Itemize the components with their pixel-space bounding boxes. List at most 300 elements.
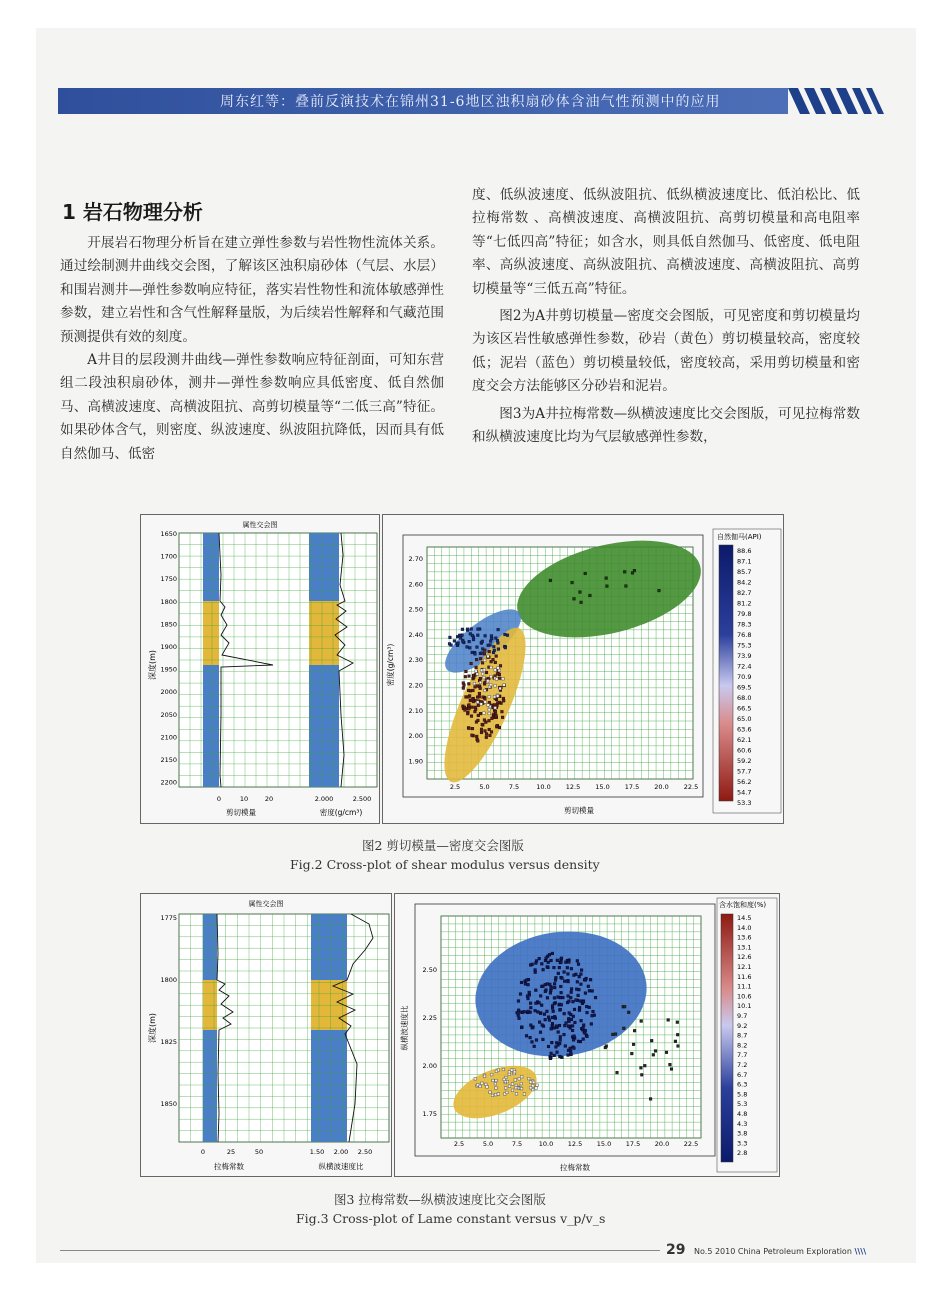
fig3-point — [535, 1039, 538, 1042]
fig3-point — [570, 991, 573, 994]
fig3-colorbar-label: 14.0 — [737, 923, 752, 932]
fig2-point — [476, 673, 479, 676]
fig3-point — [541, 1024, 544, 1027]
fig3-point — [580, 973, 583, 976]
fig3-point — [542, 1038, 545, 1041]
fig2-point — [623, 571, 626, 574]
fig3-point — [632, 1043, 635, 1046]
fig3-track2-label: 纵横波速度比 — [318, 1162, 364, 1171]
fig3-caption-en: Fig.3 Cross-plot of Lame constant versus v_p/v_s — [296, 1211, 606, 1226]
fig3-point — [524, 983, 527, 986]
fig3-point — [526, 995, 529, 998]
fig3-point — [560, 985, 563, 988]
fig3-point — [588, 1006, 591, 1009]
fig2-track1-tick: 20 — [264, 795, 274, 803]
fig2-point — [479, 681, 482, 684]
fig2-point — [488, 696, 491, 699]
fig3-point — [529, 1036, 532, 1039]
fig2-point — [485, 733, 488, 736]
fig2-ytick: 2.70 — [408, 555, 423, 563]
fig3-colorbar-label: 13.1 — [737, 943, 752, 952]
fig2-point — [571, 581, 574, 584]
fig2-point — [488, 701, 491, 704]
fig2-colorbar-label: 85.7 — [737, 568, 752, 576]
fig2-point — [470, 662, 473, 665]
fig2-depth-tick: 1900 — [160, 643, 177, 651]
fig2-depth-tick: 2150 — [160, 756, 177, 764]
fig3-point — [567, 1017, 570, 1020]
fig2-point — [658, 589, 661, 592]
fig3-point — [544, 959, 547, 962]
fig2-point — [631, 572, 634, 575]
fig3-xtick: 22.5 — [683, 1140, 699, 1148]
fig3-point — [514, 1079, 517, 1082]
fig3-xtick: 20.0 — [654, 1140, 670, 1148]
fig2-point — [484, 649, 487, 652]
fig2-point — [467, 689, 470, 692]
fig2-crossplot-svg — [383, 515, 783, 823]
fig3-point — [641, 1074, 644, 1077]
fig2-point — [479, 687, 482, 690]
left-paragraph-1: 开展岩石物理分析旨在建立弹性参数与岩性物性流体关系。通过绘制测井曲线交会图，了解该区浊积扇砂体（气层、水层）和围岩测井—弹性参数响应特征，落实岩性物性和流体敏感弹性参数，建立岩性和含气性解释量版，为后续岩性解释和气藏范围预测提供有效的刻度。 — [60, 235, 444, 345]
fig3-point — [542, 968, 545, 971]
fig3-point — [562, 996, 565, 999]
fig2-point — [488, 719, 491, 722]
fig2-point — [477, 719, 480, 722]
fig2-point — [490, 675, 493, 678]
fig3-point — [555, 1046, 558, 1049]
fig2-colorbar-label: 69.5 — [737, 683, 752, 692]
fig2-point — [479, 677, 482, 680]
fig3-point — [549, 983, 552, 986]
fig3-point — [551, 1005, 554, 1008]
fig3-point — [573, 1008, 576, 1011]
fig3-point — [556, 959, 559, 962]
fig2-xtick: 15.0 — [595, 783, 610, 791]
right-paragraph-2: 图2为A井剪切模量—密度交会图版，可见密度和剪切模量均为该区岩性敏感弹性参数，砂岩（黄色）剪切模量较高，密度较低；泥岩（蓝色）剪切模量较低，密度较高，采用剪切模量和密度交会方法能够区分砂岩和泥岩。 — [472, 308, 860, 395]
fig2-xtick: 7.5 — [508, 783, 520, 791]
fig2-point — [467, 696, 470, 699]
fig2-point — [490, 666, 493, 669]
fig3-point — [525, 979, 528, 982]
fig3-point — [553, 983, 556, 986]
fig3-point — [569, 1050, 572, 1053]
fig2-point — [494, 669, 497, 672]
fig2-colorbar-label: 76.8 — [737, 631, 752, 639]
fig3-point — [594, 996, 597, 999]
fig3-point — [539, 1031, 542, 1034]
fig3-crossplot-svg — [395, 894, 779, 1176]
fig2-colorbar-label: 54.7 — [737, 788, 752, 797]
fig2-point — [495, 678, 498, 681]
fig3-point — [670, 1068, 673, 1071]
fig3-point — [676, 1021, 679, 1024]
fig2-colorbar-label: 56.2 — [737, 778, 752, 786]
fig3-point — [652, 1054, 655, 1057]
fig3-xtick: 12.5 — [567, 1140, 583, 1148]
fig2-point — [469, 633, 472, 636]
fig3-point — [550, 1028, 553, 1031]
fig2-point — [476, 696, 479, 699]
fig3-colorbar-label: 8.7 — [737, 1031, 748, 1040]
fig2-point — [471, 651, 474, 654]
fig2-point — [625, 585, 628, 588]
fig2-point — [493, 696, 496, 699]
fig3-point — [627, 1011, 630, 1014]
fig2-point — [497, 667, 500, 670]
fig2-point — [487, 644, 490, 647]
fig3-point — [676, 1033, 679, 1036]
fig3-point — [486, 1086, 489, 1089]
fig3-point — [558, 1042, 561, 1045]
fig3-point — [474, 1078, 477, 1081]
fig3-point — [527, 1077, 530, 1080]
fig2-point — [481, 723, 484, 726]
fig3-point — [571, 1029, 574, 1032]
fig2-depth-tick: 2100 — [160, 733, 177, 742]
fig3-colorbar-title: 含水饱和度(%) — [719, 901, 767, 909]
fig2-point — [496, 673, 499, 676]
fig3-point — [532, 1081, 535, 1084]
fig2-xtick: 10.0 — [536, 783, 551, 791]
fig3-point — [567, 1054, 570, 1057]
fig3-point — [502, 1068, 505, 1071]
fig2-point — [464, 675, 467, 678]
fig3-point — [544, 990, 547, 993]
fig3-point — [616, 1071, 619, 1074]
fig3-point — [485, 1083, 488, 1086]
fig2-point — [489, 640, 492, 643]
fig2-colorbar-label: 87.1 — [737, 557, 752, 566]
fig2-xtick: 22.5 — [683, 783, 699, 791]
fig2-colorbar-label: 68.0 — [737, 694, 752, 702]
fig2-log-panel — [140, 514, 380, 824]
fig3-point — [570, 988, 573, 991]
fig3-point — [563, 1012, 566, 1015]
fig3-point — [565, 961, 568, 964]
fig2-colorbar-label: 78.3 — [737, 620, 752, 629]
fig3-colorbar-label: 11.6 — [737, 972, 752, 981]
fig3-colorbar-label: 4.3 — [737, 1119, 748, 1128]
fig2-point — [490, 635, 493, 638]
fig2-point — [488, 650, 491, 653]
fig3-point — [520, 1087, 523, 1090]
fig2-point — [462, 687, 465, 690]
fig3-colorbar-label: 4.8 — [737, 1110, 748, 1118]
fig3-point — [490, 1073, 493, 1076]
fig3-point — [534, 1009, 537, 1012]
fig3-point — [586, 1011, 589, 1014]
fig2-panel-title: 属性交会图 — [242, 521, 278, 529]
fig3-track1-tick: 50 — [254, 1148, 264, 1156]
fig3-colorbar-label: 3.3 — [737, 1139, 748, 1148]
fig2-point — [485, 736, 488, 739]
fig2-xtick: 5.0 — [479, 783, 490, 791]
fig2-point — [461, 628, 464, 631]
fig3-point — [667, 1019, 670, 1022]
fig3-point — [553, 966, 556, 969]
fig2-ytick: 2.00 — [408, 732, 423, 741]
fig3-point — [623, 1027, 626, 1030]
fig3-point — [535, 989, 538, 992]
fig3-point — [586, 1035, 589, 1038]
fig3-point — [530, 1024, 533, 1027]
fig3-point — [573, 974, 576, 977]
fig3-point — [590, 1023, 593, 1026]
fig2-point — [448, 643, 451, 646]
fig2-point — [472, 674, 475, 677]
fig2-point — [499, 665, 502, 668]
fig3-point — [576, 960, 579, 963]
fig2-depth-label: 深度(m) — [148, 649, 157, 681]
fig2-point — [468, 708, 471, 711]
fig3-colorbar-label: 5.8 — [737, 1090, 748, 1099]
fig3-point — [494, 1082, 497, 1085]
fig3-point — [573, 1035, 576, 1038]
fig3-point — [519, 993, 522, 996]
fig2-colorbar-label: 82.7 — [737, 589, 752, 597]
fig3-point — [546, 997, 549, 1000]
fig3-point — [559, 1036, 562, 1039]
fig3-colorbar-label: 7.2 — [737, 1061, 748, 1069]
fig3-xtick: 17.5 — [625, 1140, 641, 1148]
fig2-point — [470, 628, 473, 631]
fig3-point — [578, 1008, 581, 1011]
fig3-point — [640, 1067, 643, 1070]
fig3-point — [570, 1053, 573, 1056]
fig3-point — [527, 983, 530, 986]
fig2-xtick: 20.0 — [654, 783, 669, 791]
fig3-point — [518, 1017, 521, 1020]
fig3-point — [527, 1010, 530, 1013]
fig3-depth-label: 深度(m) — [148, 1012, 157, 1044]
fig3-point — [495, 1079, 498, 1082]
fig3-point — [560, 991, 563, 994]
fig2-caption-en: Fig.2 Cross-plot of shear modulus versus density — [290, 857, 600, 872]
fig2-colorbar-label: 81.2 — [737, 599, 752, 608]
fig2-point — [495, 637, 498, 640]
fig2-point — [480, 728, 483, 731]
fig3-point — [553, 1027, 556, 1030]
fig2-point — [464, 709, 467, 712]
fig3-point — [575, 988, 578, 991]
fig3-point — [665, 1051, 668, 1054]
fig3-point — [528, 991, 531, 994]
fig2-point — [475, 735, 478, 738]
fig2-depth-tick: 1950 — [160, 665, 177, 674]
fig2-track1-tick: 0 — [216, 795, 222, 803]
fig3-point — [577, 963, 580, 966]
fig3-point — [531, 963, 534, 966]
fig2-depth-tick: 1750 — [160, 575, 177, 584]
fig2-colorbar-label: 59.2 — [737, 757, 752, 765]
fig3-point — [550, 1052, 553, 1055]
fig3-point — [551, 1016, 554, 1019]
fig3-point — [631, 1052, 634, 1055]
fig3-point — [570, 967, 573, 970]
fig3-depth-tick: 1775 — [160, 914, 177, 922]
fig3-point — [546, 1010, 549, 1013]
fig3-point — [567, 995, 570, 998]
fig3-point — [558, 966, 561, 969]
fig3-point — [534, 969, 537, 972]
fig2-track1-tick: 10 — [239, 795, 249, 803]
fig3-point — [640, 1020, 643, 1023]
fig3-colorbar-label: 13.6 — [737, 933, 752, 942]
fig2-point — [498, 669, 501, 672]
fig2-depth-tick: 2050 — [160, 710, 177, 719]
fig3-point — [563, 980, 566, 983]
fig3-point — [506, 1091, 509, 1094]
fig2-point — [493, 645, 496, 648]
fig3-point — [554, 979, 557, 982]
fig2-ytick: 1.90 — [408, 757, 423, 766]
fig3-colorbar-label: 6.3 — [737, 1080, 748, 1089]
fig3-point — [508, 1073, 511, 1076]
fig2-point — [476, 701, 479, 704]
fig2-track2-tick: 2.500 — [352, 795, 372, 803]
fig3-point — [520, 1026, 523, 1029]
fig2-colorbar-label: 65.0 — [737, 715, 752, 723]
fig3-point — [531, 1041, 534, 1044]
fig3-point — [560, 1004, 563, 1007]
fig2-point — [471, 734, 474, 737]
fig3-point — [576, 981, 579, 984]
fig3-point — [513, 1071, 516, 1074]
fig3-point — [495, 1070, 498, 1073]
fig2-point — [473, 682, 476, 685]
fig3-point — [523, 1010, 526, 1013]
fig3-point — [566, 966, 569, 969]
fig2-colorbar — [719, 545, 733, 801]
fig3-point — [582, 1001, 585, 1004]
fig3-point — [584, 1029, 587, 1032]
fig3-point — [508, 1085, 511, 1088]
fig2-ytick: 2.20 — [408, 681, 423, 690]
fig2-point — [494, 685, 497, 688]
fig2-point — [502, 677, 505, 680]
fig2-point — [474, 653, 477, 656]
fig3-point — [580, 969, 583, 972]
fig3-point — [497, 1093, 500, 1096]
fig3-caption-cn: 图3 拉梅常数—纵横波速度比交会图版 — [334, 1192, 546, 1207]
fig3-point — [650, 1039, 653, 1042]
fig2-point — [483, 719, 486, 722]
fig3-point — [568, 1012, 571, 1015]
fig2-point — [497, 648, 500, 651]
fig3-point — [533, 1045, 536, 1048]
fig3-ytick: 2.00 — [422, 1062, 437, 1070]
fig2-point — [487, 655, 490, 658]
fig3-track1-tick: 25 — [226, 1148, 236, 1156]
fig3-point — [529, 1002, 532, 1005]
fig3-xtick: 2.5 — [453, 1140, 465, 1148]
fig2-depth-tick: 1800 — [160, 597, 177, 606]
fig3-point — [479, 1085, 482, 1088]
fig2-colorbar-label: 63.6 — [737, 725, 752, 734]
fig2-point — [495, 655, 498, 658]
fig3-point — [515, 1093, 518, 1096]
fig2-colorbar-label: 75.3 — [737, 641, 752, 650]
fig2-point — [480, 703, 483, 706]
fig3-point — [677, 1045, 680, 1048]
fig3-point — [544, 1018, 547, 1021]
fig3-track2-tick: 1.50 — [309, 1148, 325, 1156]
fig2-depth-tick: 1700 — [160, 552, 177, 561]
fig2-ytick: 2.60 — [408, 580, 423, 589]
fig2-colorbar-title: 自然伽马(API) — [717, 533, 762, 541]
fig3-colorbar-label: 7.7 — [737, 1051, 748, 1060]
page-number: 29 — [666, 1242, 686, 1258]
fig2-xtick: 12.5 — [565, 783, 581, 791]
fig3-point — [549, 992, 552, 995]
fig3-point — [548, 1019, 551, 1022]
fig3-point — [559, 1008, 562, 1011]
footer-rule — [60, 1250, 660, 1251]
fig2-track2-tick: 2.000 — [314, 795, 334, 803]
fig3-point — [560, 957, 563, 960]
fig2-point — [477, 634, 480, 637]
fig2-point — [489, 734, 492, 737]
fig3-point — [547, 961, 550, 964]
fig3-point — [550, 987, 553, 990]
fig2-point — [475, 658, 478, 661]
fig3-point — [552, 1010, 555, 1013]
fig2-point — [506, 634, 509, 637]
fig2-point — [484, 689, 487, 692]
fig3-point — [550, 959, 553, 962]
fig2-point — [475, 666, 478, 669]
fig3-point — [527, 997, 530, 1000]
fig3-point — [569, 1047, 572, 1050]
left-paragraph-2: A井目的层段测井曲线—弹性参数响应特征剖面，可知东营组二段浊积扇砂体，测井—弹性参数响应具低密度、低自然伽马、高横波速度、高横波阻抗、高剪切模量等“二低三高”特征。如果砂体含气，则密度、纵波速度、纵波阻抗降低，因而具有低自然伽马、低密 — [60, 352, 444, 462]
fig3-xtick: 15.0 — [596, 1140, 612, 1148]
fig3-point — [523, 1093, 526, 1096]
fig3-point — [580, 1019, 583, 1022]
fig2-point — [484, 730, 487, 733]
fig3-point — [587, 985, 590, 988]
fig2-point — [471, 727, 474, 730]
fig2-point — [549, 579, 552, 582]
fig3-point — [538, 1021, 541, 1024]
fig2-point — [472, 689, 475, 692]
fig3-point — [561, 977, 564, 980]
fig2-colorbar-label: 60.6 — [737, 746, 752, 755]
fig2-point — [484, 697, 487, 700]
fig2-point — [466, 712, 469, 715]
fig2-point — [502, 700, 505, 703]
fig2-crossplot-panel — [382, 514, 784, 824]
fig3-point — [541, 963, 544, 966]
fig3-point — [654, 1050, 657, 1053]
fig2-point — [480, 731, 483, 734]
fig2-point — [481, 662, 484, 665]
fig2-point — [498, 677, 501, 680]
fig2-point — [605, 577, 608, 580]
fig3-point — [520, 981, 523, 984]
fig3-colorbar-label: 12.1 — [737, 963, 752, 971]
fig3-point — [551, 1041, 554, 1044]
fig2-track2-label: 密度(g/cm³) — [319, 808, 363, 817]
fig3-point — [553, 986, 556, 989]
fig2-colorbar-label: 57.7 — [737, 767, 752, 776]
fig3-point — [517, 1000, 520, 1003]
fig3-point — [536, 1084, 539, 1087]
fig2-point — [493, 704, 496, 707]
fig3-point — [481, 1082, 484, 1085]
fig2-point — [499, 687, 502, 690]
fig3-point — [592, 1010, 595, 1013]
